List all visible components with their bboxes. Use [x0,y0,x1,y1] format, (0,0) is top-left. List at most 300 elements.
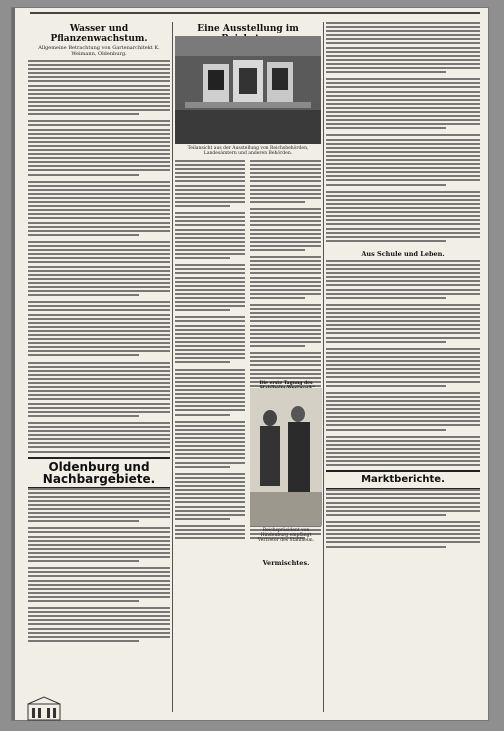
stahlhelm-caption: Reichspräsident von Hindenburg empfängt Vertreter des Stahlhelm. [257,528,315,543]
text-line [28,504,170,506]
text-line [326,159,480,161]
text-line [28,330,170,332]
text-line [28,217,170,219]
text-line [250,233,321,235]
text-line [250,356,321,358]
text-line [326,139,480,141]
middle-article-left [175,160,245,541]
text-line [250,304,321,306]
text-line [326,107,480,109]
text-line [28,366,170,368]
text-line [28,286,170,288]
text-line [28,230,170,232]
text-line [326,207,480,209]
text-line [326,86,480,88]
text-line [28,60,170,62]
text-line [326,67,480,69]
page-edge [12,8,15,720]
text-line [175,189,245,191]
text-line [28,189,170,191]
text-line [28,354,139,356]
text-line [175,301,245,303]
text-line [28,426,170,428]
text-line [326,289,480,291]
text-line [175,333,245,335]
text-line [326,452,480,454]
text-line [28,89,170,91]
text-line [326,147,480,149]
text-line [326,348,480,350]
text-line [326,521,480,523]
text-line [175,353,245,355]
text-line [175,316,245,318]
text-line [175,285,245,287]
text-line [326,408,480,410]
text-line [250,249,305,251]
text-line [175,510,245,512]
text-line [28,516,170,518]
text-line [175,433,245,435]
text-line [326,211,480,213]
text-line [28,382,170,384]
text-line [326,337,480,339]
text-line [326,240,446,242]
text-line [28,266,170,268]
text-line [175,297,245,299]
text-line [326,364,480,366]
text-line [175,361,230,363]
text-line [28,314,170,316]
text-line [28,407,170,409]
text-line [326,360,480,362]
text-line [28,234,139,236]
text-line [250,320,321,322]
text-line [326,420,480,422]
text-line [28,636,170,638]
text-line [175,477,245,479]
text-line [326,489,480,491]
text-line [28,640,139,642]
text-line [250,176,321,178]
text-line [326,332,480,334]
text-line [175,497,245,499]
text-line [28,536,170,538]
left-column [28,22,170,672]
text-line [175,525,245,527]
column-divider [323,22,324,712]
text-line [28,434,170,436]
text-line [250,160,321,162]
text-line [326,215,480,217]
text-line [250,208,321,210]
text-line [326,123,480,125]
text-line [175,401,245,403]
text-line [250,289,321,291]
text-line [250,256,321,258]
text-line [326,381,480,383]
text-line [28,193,170,195]
text-line [250,316,321,318]
text-line [175,449,245,451]
text-line [250,260,321,262]
text-line [28,201,170,203]
text-line [175,237,245,239]
text-line [326,502,480,504]
text-line [28,446,170,448]
text-line [28,153,170,155]
text-line [28,596,170,598]
text-line [175,421,245,423]
text-line [326,42,480,44]
text-line [326,171,480,173]
text-line [28,500,170,502]
right-box-body [326,489,480,552]
text-line [250,329,321,331]
text-line [326,541,480,543]
text-line [250,325,321,327]
text-line [28,611,170,613]
exhibition-photo [175,36,321,144]
text-line [326,99,480,101]
text-line [28,120,170,122]
text-line [326,424,480,426]
text-line [250,216,321,218]
text-line [326,51,480,53]
text-line [250,197,321,199]
text-line [326,151,480,153]
text-line [28,157,170,159]
text-line [28,588,170,590]
text-line [326,82,480,84]
text-line [326,26,480,28]
text-line [175,289,245,291]
text-line [250,193,321,195]
text-line [28,527,170,529]
text-line [28,415,139,417]
text-line [28,109,170,111]
text-line [326,55,480,57]
text-line [326,264,480,266]
text-line [175,518,230,520]
text-line [326,506,480,508]
text-line [326,223,480,225]
text-line [175,281,245,283]
text-line [175,268,245,270]
text-line [175,381,245,383]
text-line [326,115,480,117]
text-line [28,548,170,550]
left-box-body [28,488,170,647]
text-line [28,261,170,263]
text-line [175,466,230,468]
right-column [326,22,480,712]
text-line [28,615,170,617]
text-line [175,249,245,251]
text-line [28,113,139,115]
text-line [250,229,321,231]
text-line [326,533,480,535]
text-line [175,349,245,351]
text-line [250,172,321,174]
text-line [326,38,480,40]
text-line [250,352,321,354]
text-line [326,34,480,36]
text-line [28,496,170,498]
text-line [175,441,245,443]
text-line [250,369,321,371]
text-line [326,195,480,197]
text-line [175,389,245,391]
text-line [28,508,170,510]
text-line [28,346,170,348]
text-line [250,312,321,314]
text-line [28,169,170,171]
text-line [28,398,170,400]
text-line [326,143,480,145]
text-line [175,481,245,483]
text-line [326,184,446,186]
text-line [28,253,170,255]
text-line [250,189,321,191]
text-line [28,531,170,533]
text-line [175,229,245,231]
text-line [326,203,480,205]
text-line [175,377,245,379]
text-line [326,456,480,458]
text-line [326,396,480,398]
text-line [326,111,480,113]
text-line [28,309,170,311]
text-line [326,368,480,370]
text-line [175,537,245,539]
text-line [28,488,170,490]
text-line [28,101,170,103]
text-line [326,400,480,402]
text-line [326,179,480,181]
text-line [28,97,170,99]
text-line [326,372,480,374]
text-line [175,168,245,170]
text-line [326,412,480,414]
text-line [28,305,170,307]
text-line [28,342,170,344]
text-line [28,438,170,440]
text-line [28,76,170,78]
text-line [175,533,245,535]
text-line [326,71,446,73]
text-line [175,164,245,166]
text-line [28,222,170,224]
text-line [28,374,170,376]
text-line [28,294,139,296]
text-line [250,281,321,283]
text-line [250,237,321,239]
text-line [28,197,170,199]
text-line [175,277,245,279]
text-line [326,272,480,274]
text-line [250,293,321,295]
text-line [28,350,170,352]
right-section-heading: Aus Schule und Leben. [361,249,445,258]
text-line [28,430,170,432]
text-line [28,68,170,70]
text-line [28,607,170,609]
text-line [250,360,321,362]
text-line [326,22,480,24]
text-line [175,453,245,455]
text-line [326,219,480,221]
text-line [250,201,305,203]
text-line [28,540,170,542]
text-line [250,268,321,270]
text-line [250,297,305,299]
text-line [28,93,170,95]
right-box-title: Marktberichte. [326,470,480,489]
text-line [175,305,245,307]
text-line [28,362,170,364]
text-line [326,352,480,354]
text-line [28,257,170,259]
text-line [326,316,480,318]
text-line [326,30,480,32]
text-line [28,249,170,251]
text-line [175,397,245,399]
text-line [250,180,321,182]
text-line [28,394,170,396]
text-line [250,245,321,247]
text-line [28,403,170,405]
text-line [175,506,245,508]
text-line [175,357,245,359]
text-line [326,529,480,531]
text-line [326,525,480,527]
text-line [326,436,480,438]
text-line [175,445,245,447]
text-line [28,129,170,131]
text-line [250,272,321,274]
text-line [250,364,321,366]
text-line [175,224,245,226]
building-facade-icon [26,696,62,722]
text-line [250,345,305,347]
text-line [175,414,230,416]
text-line [175,257,230,259]
middle-column [175,22,321,712]
text-line [175,293,245,295]
text-line [28,105,170,107]
text-line [175,172,245,174]
text-line [175,329,245,331]
text-line [175,176,245,178]
text-line [326,444,480,446]
text-line [28,209,170,211]
text-line [28,512,170,514]
text-line [326,324,480,326]
text-line [28,241,170,243]
text-line [175,185,245,187]
text-line [28,580,170,582]
text-line [175,437,245,439]
text-line [28,619,170,621]
text-line [175,309,230,311]
text-line [175,405,245,407]
text-line [326,228,480,230]
text-line [326,155,480,157]
text-line [326,497,480,499]
text-line [250,308,321,310]
text-line [326,328,480,330]
text-line [250,285,321,287]
text-line [326,103,480,105]
text-line [175,272,245,274]
text-line [28,571,170,573]
text-line [326,416,480,418]
text-line [28,137,170,139]
text-line [250,337,321,339]
text-line [175,393,245,395]
text-line [326,404,480,406]
text-line [326,376,480,378]
text-line [28,560,139,562]
text-line [28,556,170,558]
text-line [326,341,446,343]
text-line [28,270,170,272]
text-line [326,284,480,286]
text-line [250,168,321,170]
text-line [28,628,170,630]
text-line [28,386,170,388]
text-line [326,47,480,49]
text-line [326,134,480,136]
text-line [28,390,170,392]
text-line [326,320,480,322]
text-line [175,462,245,464]
text-line [175,193,245,195]
text-line [28,318,170,320]
left-box-title: Oldenburg und Nachbargebiete. [28,457,170,488]
text-line [175,325,245,327]
text-line [326,119,480,121]
text-line [326,460,480,462]
text-line [250,277,321,279]
text-line [250,241,321,243]
text-line [28,124,170,126]
text-line [28,213,170,215]
text-line [28,72,170,74]
text-line [326,175,480,177]
text-line [28,442,170,444]
stahlhelm-photo [250,388,322,526]
vermischtes-heading: Vermischtes. [262,559,310,567]
text-line [250,185,321,187]
text-line [28,575,170,577]
text-line [250,333,321,335]
text-line [28,245,170,247]
text-line [28,422,170,424]
text-line [326,191,480,193]
text-line [175,489,245,491]
text-line [28,632,170,634]
text-line [326,304,480,306]
text-line [326,385,446,387]
text-line [175,320,245,322]
right-section-body [326,260,480,466]
text-line [28,226,170,228]
text-line [175,201,245,203]
header-rule [30,12,480,14]
text-line [326,163,480,165]
text-line [175,241,245,243]
